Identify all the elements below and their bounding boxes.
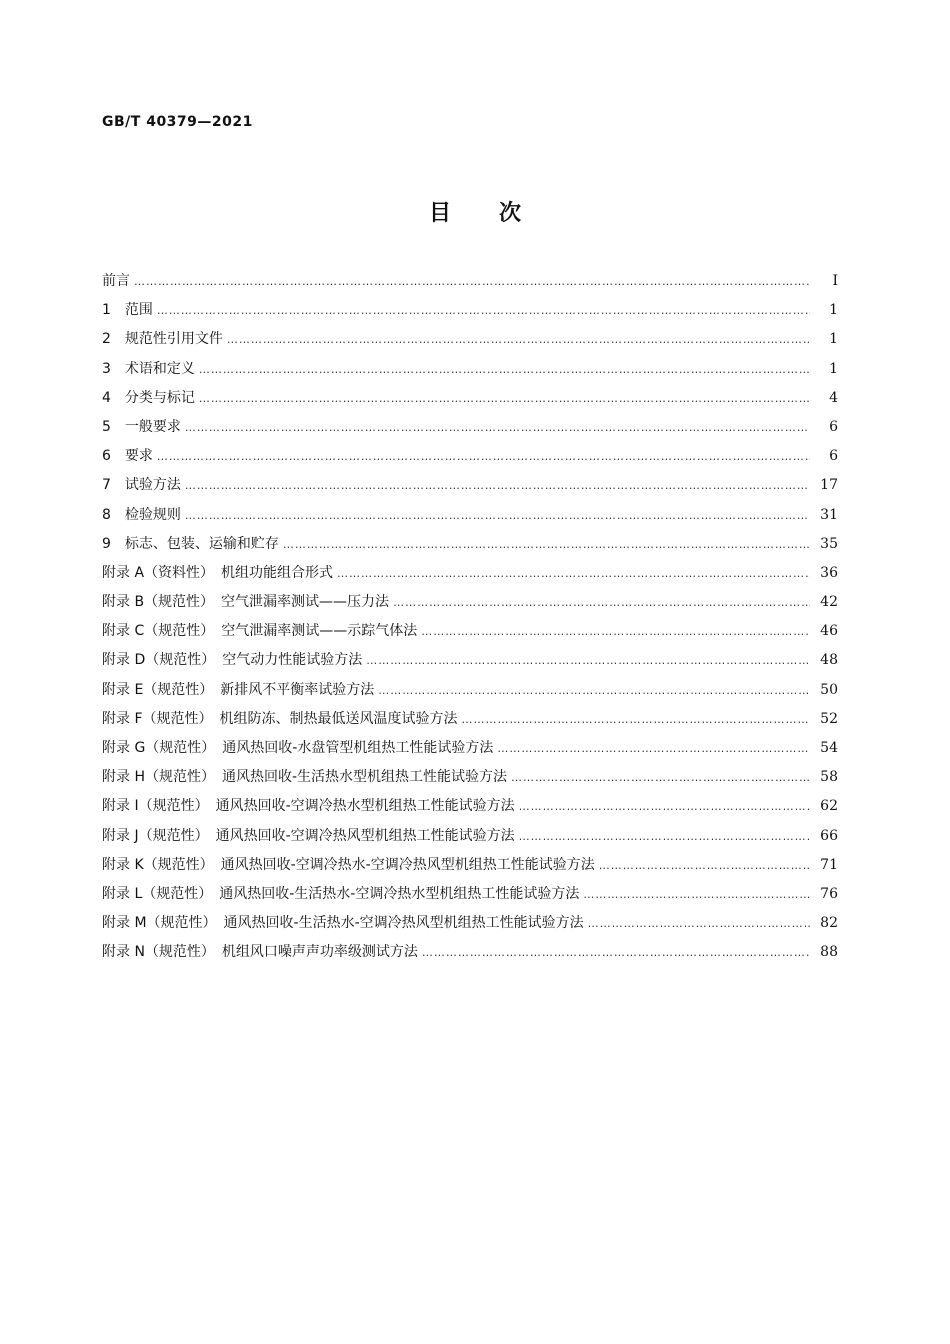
toc-entry-label: 9 标志、包装、运输和贮存 xyxy=(102,535,279,552)
toc-entry[interactable] xyxy=(102,620,838,649)
toc-entry[interactable] xyxy=(102,591,838,620)
dot-leader xyxy=(583,888,810,901)
toc-entry-label: 附录 K（规范性） 通风热回收-空调冷热水-空调冷热风型机组热工性能试验方法 xyxy=(102,856,595,873)
toc-entry[interactable] xyxy=(102,737,838,766)
toc-entry[interactable] xyxy=(102,708,838,737)
toc-entry[interactable] xyxy=(102,416,838,445)
dot-leader xyxy=(199,392,810,405)
toc-entry-page: 6 xyxy=(829,448,838,465)
toc-entry-label: 6 要求 xyxy=(102,448,153,465)
toc-entry-label: 附录 B（规范性） 空气泄漏率测试——压力法 xyxy=(102,594,390,611)
toc-entry[interactable] xyxy=(102,358,838,387)
dot-leader xyxy=(462,713,810,726)
toc-entry[interactable] xyxy=(102,649,838,678)
toc-entry-page: 62 xyxy=(820,798,838,815)
dot-leader xyxy=(227,333,810,346)
dot-leader xyxy=(511,771,810,784)
dot-leader xyxy=(185,509,810,522)
toc-entry-label: 附录 D（规范性） 空气动力性能试验方法 xyxy=(102,652,363,669)
toc-entry-label: 2 规范性引用文件 xyxy=(102,331,223,348)
toc-entry-label: 附录 M（规范性） 通风热回收-生活热水-空调冷热风型机组热工性能试验方法 xyxy=(102,915,584,932)
toc-entry[interactable] xyxy=(102,825,838,854)
toc-entry-label: 附录 J（规范性） 通风热回收-空调冷热风型机组热工性能试验方法 xyxy=(102,827,515,844)
toc-entry-label: 附录 C（规范性） 空气泄漏率测试——示踪气体法 xyxy=(102,623,418,640)
toc-entry-page: 1 xyxy=(829,360,838,377)
toc-entry[interactable] xyxy=(102,504,838,533)
toc-entry[interactable] xyxy=(102,445,838,474)
toc-entry-page: Ⅰ xyxy=(832,273,838,289)
dot-leader xyxy=(337,567,810,580)
toc-entry-label: 1 范围 xyxy=(102,302,153,319)
toc-entry-label: 附录 H（规范性） 通风热回收-生活热水型机组热工性能试验方法 xyxy=(102,769,508,786)
toc-entry-page: 1 xyxy=(829,302,838,319)
toc-entry-page: 50 xyxy=(820,681,838,698)
dot-leader xyxy=(366,654,810,667)
toc-entry-label: 前言 xyxy=(102,273,130,289)
toc-entry-page: 76 xyxy=(820,885,838,902)
dot-leader xyxy=(157,304,810,317)
dot-leader xyxy=(283,538,810,551)
toc-entry-page: 4 xyxy=(829,389,838,406)
toc-entry-page: 6 xyxy=(829,418,838,435)
toc-entry[interactable] xyxy=(102,795,838,824)
toc-entry[interactable] xyxy=(102,387,838,416)
dot-leader xyxy=(378,684,810,697)
dot-leader xyxy=(599,859,810,872)
dot-leader xyxy=(519,830,810,843)
dot-leader xyxy=(185,421,810,434)
toc-entry[interactable] xyxy=(102,912,838,941)
table-of-contents xyxy=(102,270,838,971)
toc-entry-label: 附录 E（规范性） 新排风不平衡率试验方法 xyxy=(102,681,375,698)
toc-entry-page: 35 xyxy=(820,535,838,552)
toc-entry[interactable] xyxy=(102,766,838,795)
dot-leader xyxy=(588,917,810,930)
dot-leader xyxy=(519,800,810,813)
toc-entry-page: 66 xyxy=(820,827,838,844)
dot-leader xyxy=(134,275,810,288)
page-title: 目次 xyxy=(428,201,569,226)
toc-entry[interactable] xyxy=(102,328,838,357)
dot-leader xyxy=(422,946,810,959)
toc-entry-label: 附录 N（规范性） 机组风口噪声声功率级测试方法 xyxy=(102,944,418,961)
toc-entry-page: 36 xyxy=(820,564,838,581)
dot-leader xyxy=(157,450,810,463)
toc-entry[interactable] xyxy=(102,883,838,912)
toc-entry-label: 7 试验方法 xyxy=(102,477,181,494)
toc-entry[interactable] xyxy=(102,299,838,328)
toc-entry[interactable] xyxy=(102,270,838,299)
dot-leader xyxy=(497,742,810,755)
toc-entry-label: 附录 F（规范性） 机组防冻、制热最低送风温度试验方法 xyxy=(102,710,458,727)
toc-entry-page: 54 xyxy=(820,740,838,756)
toc-entry-label: 5 一般要求 xyxy=(102,418,181,435)
dot-leader xyxy=(199,363,810,376)
toc-entry[interactable] xyxy=(102,854,838,883)
toc-entry-label: 附录 I（规范性） 通风热回收-空调冷热水型机组热工性能试验方法 xyxy=(102,798,515,815)
toc-entry[interactable] xyxy=(102,941,838,970)
toc-entry-page: 82 xyxy=(820,915,838,932)
toc-entry[interactable] xyxy=(102,562,838,591)
toc-entry[interactable] xyxy=(102,533,838,562)
toc-entry-page: 31 xyxy=(820,506,838,523)
toc-entry-label: 附录 G（规范性） 通风热回收-水盘管型机组热工性能试验方法 xyxy=(102,740,494,756)
toc-entry-label: 4 分类与标记 xyxy=(102,389,195,406)
dot-leader xyxy=(393,596,810,609)
dot-leader xyxy=(185,479,810,492)
standard-code: GB/T 40379—2021 xyxy=(102,114,253,130)
toc-entry-page: 1 xyxy=(829,331,838,348)
toc-entry[interactable] xyxy=(102,679,838,708)
toc-entry[interactable] xyxy=(102,474,838,503)
toc-entry-label: 附录 A（资料性） 机组功能组合形式 xyxy=(102,564,334,581)
toc-entry-page: 42 xyxy=(820,594,838,611)
toc-entry-page: 58 xyxy=(820,769,838,786)
toc-entry-page: 48 xyxy=(820,652,838,669)
toc-entry-label: 3 术语和定义 xyxy=(102,360,195,377)
toc-entry-label: 附录 L（规范性） 通风热回收-生活热水-空调冷热水型机组热工性能试验方法 xyxy=(102,885,580,902)
toc-entry-label: 8 检验规则 xyxy=(102,506,181,523)
toc-entry-page: 17 xyxy=(820,477,838,494)
toc-entry-page: 46 xyxy=(820,623,838,640)
dot-leader xyxy=(421,625,810,638)
toc-entry-page: 52 xyxy=(820,710,838,727)
toc-entry-page: 88 xyxy=(820,944,838,961)
toc-entry-page: 71 xyxy=(820,856,838,873)
